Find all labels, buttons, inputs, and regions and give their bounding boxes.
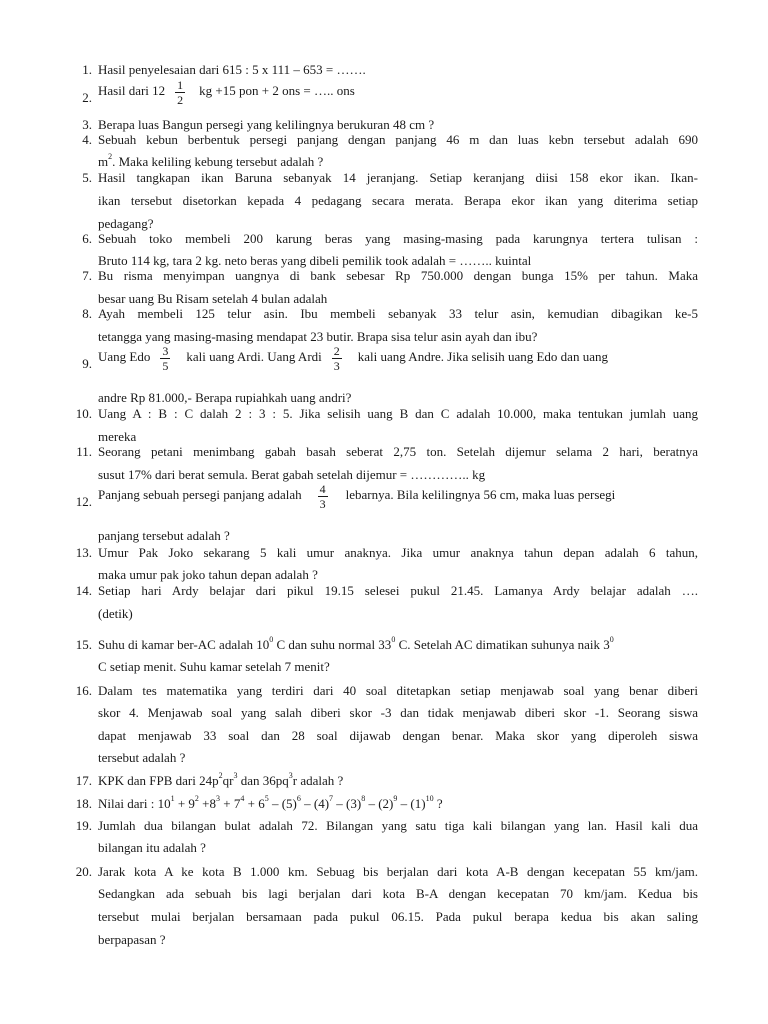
text-segment: qr xyxy=(222,773,234,788)
question-text: Jumlah dua bilangan bulat adalah 72. Bilangan yang satu tiga kali bilangan yang lan. Hasil kali dua xyxy=(98,818,698,833)
question-number: 17. xyxy=(75,773,92,788)
question-text: berpapasan ? xyxy=(98,932,166,947)
text-segment: lebarnya. Bila kelilingnya 56 cm, maka luas persegi xyxy=(345,487,616,502)
question-number: 16. xyxy=(75,683,92,698)
question-text: susut 17% dari berat semula. Berat gabah setelah dijemur = ………….. kg xyxy=(98,467,486,482)
fraction-denominator: 5 xyxy=(162,358,169,373)
text-segment: m xyxy=(98,154,109,169)
question-text: Setiap hari Ardy belajar dari pikul 19.15 selesei pukul 21.45. Lamanya Ardy belajar adalah …. xyxy=(98,583,698,598)
text-segment: – (4) xyxy=(300,796,330,811)
text-segment: + 9 xyxy=(174,796,195,811)
question-text: Ayah membeli 125 telur asin. Ibu membeli sebanyak 33 telur asin, kemudian dibagikan ke-5 xyxy=(98,306,698,321)
question-text: (detik) xyxy=(98,606,133,621)
question-text: Hasil tangkapan ikan Baruna sebanyak 14 jeranjang. Setiap keranjang diisi 158 ekor ikan. Ikan- xyxy=(98,170,698,185)
question-text: tersebut mulai berjalan bersamaan pada pukul 06.15. Pada pukul berapa kedua bis akan saling xyxy=(98,909,698,924)
text-segment: – (2) xyxy=(365,796,394,811)
question-number: 2. xyxy=(82,90,92,105)
question-text: Sebuah kebun berbentuk persegi panjang dengan panjang 46 m dan luas kebn tersebut adalah 690 xyxy=(98,132,698,147)
fraction-denominator: 3 xyxy=(319,496,326,511)
question-text: panjang tersebut adalah ? xyxy=(98,528,230,543)
question-text: Umur Pak Joko sekarang 5 kali umur anaknya. Jika umur anaknya tahun depan adalah 6 tahun, xyxy=(98,545,698,560)
question-text: Sedangkan ada sebuah bis lagi berjalan dari kota B-A dengan kecepatan 70 km/jam. Kedua bis xyxy=(98,886,698,901)
question-text xyxy=(98,77,698,107)
question-number: 9. xyxy=(82,356,92,371)
text-segment: Uang Edo xyxy=(98,349,151,364)
question-number: 7. xyxy=(82,268,92,283)
question-text: Uang A : B : C dalah 2 : 3 : 5. Jika selisih uang B dan C adalah 10.000, maka tentukan jumlah uang xyxy=(98,406,698,421)
superscript: 8 xyxy=(361,793,366,803)
question-number: 15. xyxy=(75,637,92,652)
text-segment: + 7 xyxy=(220,796,241,811)
superscript: 0 xyxy=(269,634,274,644)
question-text: Bu risma menyimpan uangnya di bank sebesar Rp 750.000 dengan bunga 15% per tahun. Maka xyxy=(98,268,698,283)
superscript: 4 xyxy=(240,793,245,803)
superscript: 2 xyxy=(194,793,199,803)
fraction xyxy=(332,344,342,373)
superscript: 7 xyxy=(329,793,334,803)
superscript: 3 xyxy=(216,793,221,803)
question-text: pedagang? xyxy=(98,216,154,231)
question-text: Jarak kota A ke kota B 1.000 km. Sebuag bis berjalan dari kota A-B dengan kecepatan 55 km/jam. xyxy=(98,864,698,879)
question-text: dapat menjawab 33 soal dan 28 soal dijawab dengan benar. Maka skor yang diperoleh siswa xyxy=(98,728,698,743)
text-segment: Suhu di kamar ber-AC adalah 10 xyxy=(98,637,270,652)
question-number: 4. xyxy=(82,132,92,147)
superscript: 6 xyxy=(296,793,301,803)
question-text: bilangan itu adalah ? xyxy=(98,840,206,855)
question-text xyxy=(98,634,698,653)
question-text xyxy=(98,342,698,373)
text-segment: r adalah ? xyxy=(292,773,344,788)
question-number: 14. xyxy=(75,583,92,598)
question-text xyxy=(98,793,698,812)
superscript: 5 xyxy=(264,793,269,803)
text-segment: kali uang Ardi. Uang Ardi xyxy=(186,349,322,364)
question-number: 1. xyxy=(82,62,92,77)
text-segment: dan 36pq xyxy=(237,773,289,788)
text-segment: Hasil dari 12 xyxy=(98,83,166,98)
text-segment: kg +15 pon + 2 ons = ….. ons xyxy=(199,83,355,98)
question-text: Hasil penyelesaian dari 615 : 5 x 111 – 653 = ……. xyxy=(98,62,366,77)
question-text: Dalam tes matematika yang terdiri dari 40 soal ditetapkan setiap menjawab soal yang benar diberi xyxy=(98,683,698,698)
superscript: 10 xyxy=(425,793,434,803)
text-segment: – (3) xyxy=(333,796,362,811)
fraction xyxy=(318,482,328,511)
text-segment: Panjang sebuah persegi panjang adalah xyxy=(98,487,302,502)
question-number: 12. xyxy=(75,494,92,509)
question-text: tetangga yang masing-masing mendapat 23 butir. Brapa sisa telur asin ayah dan ibu? xyxy=(98,329,538,344)
question-number: 8. xyxy=(82,306,92,321)
superscript: 3 xyxy=(233,770,238,780)
fraction xyxy=(160,344,170,373)
question-text: andre Rp 81.000,- Berapa rupiahkah uang andri? xyxy=(98,390,352,405)
text-segment: C. Setelah AC dimatikan suhunya naik 3 xyxy=(395,637,610,652)
question-text xyxy=(98,770,698,789)
superscript: 2 xyxy=(108,151,113,161)
question-text: tersebut adalah ? xyxy=(98,750,186,765)
fraction-numerator: 1 xyxy=(177,77,184,92)
text-segment: Nilai dari : 10 xyxy=(98,796,171,811)
question-number: 11. xyxy=(76,444,92,459)
superscript: 2 xyxy=(218,770,223,780)
text-segment: + 6 xyxy=(244,796,265,811)
superscript: 1 xyxy=(170,793,175,803)
question-text: Bruto 114 kg, tara 2 kg. neto beras yang dibeli pemilik took adalah = …….. kuintal xyxy=(98,253,532,268)
question-number: 5. xyxy=(82,170,92,185)
question-text xyxy=(98,480,698,511)
fraction-numerator: 3 xyxy=(162,343,169,358)
question-text: skor 4. Menjawab soal yang salah diberi skor -3 dan tidak menjawab diberi skor -1. Seorang siswa xyxy=(98,705,698,720)
fraction-numerator: 4 xyxy=(319,481,326,496)
question-number: 10. xyxy=(75,406,92,421)
question-text: besar uang Bu Risam setelah 4 bulan adalah xyxy=(98,291,328,306)
text-segment: ? xyxy=(433,796,443,811)
question-text: maka umur pak joko tahun depan adalah ? xyxy=(98,567,318,582)
question-text: Seorang petani menimbang gabah basah seberat 2,75 ton. Setelah dijemur selama 2 hari, beratnya xyxy=(98,444,698,459)
question-text: C setiap menit. Suhu kamar setelah 7 menit? xyxy=(98,659,330,674)
text-segment: KPK dan FPB dari 24p xyxy=(98,773,219,788)
question-text xyxy=(98,151,698,170)
question-number: 19. xyxy=(75,818,92,833)
fraction xyxy=(175,78,185,107)
text-segment: kali uang Andre. Jika selisih uang Edo dan uang xyxy=(357,349,608,364)
superscript: 0 xyxy=(609,634,614,644)
question-text: Berapa luas Bangun persegi yang kelilingnya berukuran 48 cm ? xyxy=(98,117,435,132)
text-segment: . Maka keliling kebung tersebut adalah ? xyxy=(112,154,324,169)
text-segment: C dan suhu normal 33 xyxy=(273,637,392,652)
superscript: 0 xyxy=(391,634,396,644)
text-segment: +8 xyxy=(198,796,217,811)
question-number: 6. xyxy=(82,231,92,246)
question-text: ikan tersebut disetorkan kepada 4 pedagang secara merata. Berapa ekor ikan yang diterima setiap xyxy=(98,193,698,208)
question-number: 18. xyxy=(75,796,92,811)
question-number: 20. xyxy=(75,864,92,879)
superscript: 9 xyxy=(393,793,398,803)
question-number: 3. xyxy=(82,117,92,132)
text-segment: – (5) xyxy=(268,796,297,811)
question-text: mereka xyxy=(98,429,137,444)
fraction-denominator: 3 xyxy=(333,358,340,373)
fraction-denominator: 2 xyxy=(177,92,184,107)
text-segment: – (1) xyxy=(397,796,426,811)
superscript: 3 xyxy=(288,770,293,780)
question-text: Sebuah toko membeli 200 karung beras yang masing-masing pada karungnya tertera tulisan : xyxy=(98,231,698,246)
fraction-numerator: 2 xyxy=(333,343,340,358)
question-number: 13. xyxy=(75,545,92,560)
